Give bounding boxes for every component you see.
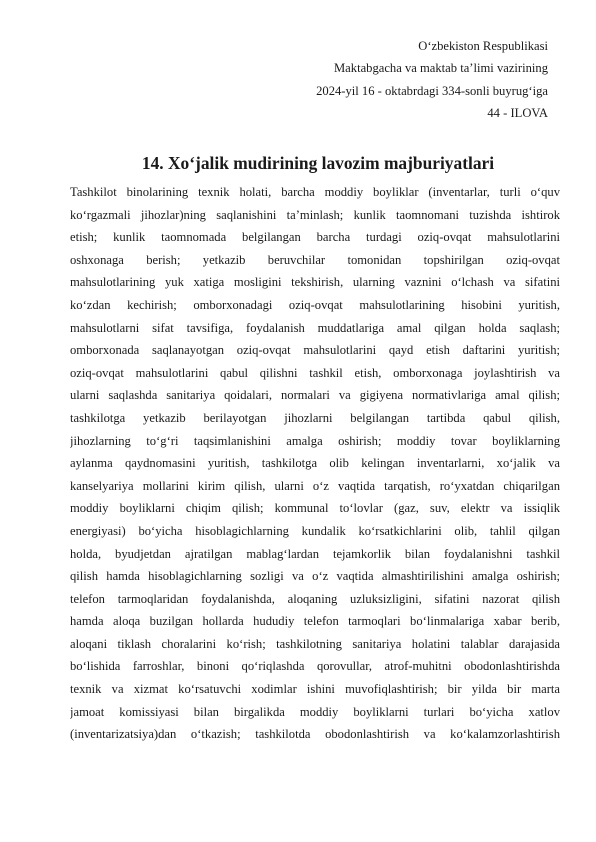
header-republic: O‘zbekiston Respublikasi xyxy=(418,39,548,53)
body-line: aylanma qaydnomasini yuritish, tashkilotga olib kelingan inventarlarni, xo‘jalik va xyxy=(70,456,560,471)
header-appendix-number: 44 - ILOVA xyxy=(487,105,548,120)
body-line: Tashkilot binolarining texnik holati, barcha moddiy boyliklar (inventarlar, turli o‘quv xyxy=(70,185,560,199)
header-ministry: Maktabgacha va maktab ta’limi vazirining xyxy=(333,61,548,76)
body-line: omborxonada saqlanayotgan oziq-ovqat mahsulotlarini qayd etish daftarini yuritish; xyxy=(70,343,560,358)
body-line: ko‘rgazmali jihozlar)ning saqlanishini ta’minlash; kunlik taomnomani tuzishda ishtirok xyxy=(70,207,560,222)
body-line: texnik va xizmat ko‘rsatuvchi xodimlar ishini muvofiqlashtirish; bir yilda bir marta xyxy=(70,682,560,697)
body-line: mahsulotlarni sifat tavsifiga, foydalanish muddatlariga amal qilgan holda saqlash; xyxy=(70,320,560,335)
body-line: mahsulotlarining yuk xatiga mosligini tekshirish, ularning vaznini o‘lchash va sifatini xyxy=(70,275,560,290)
body-line: moddiy boyliklarni chiqim qilish; kommunal to‘lovlar (gaz, suv, elektr va issiqlik xyxy=(70,501,560,516)
body-line: energiyasi) bo‘yicha hisoblagichlarning kundalik ko‘rsatkichlarini olib, tahlil qilgan xyxy=(70,523,560,538)
body-line: jihozlarning to‘g‘ri taqsimlanishini amalga oshirish; moddiy tovar boyliklarning xyxy=(70,433,560,448)
body-line: jamoat komissiyasi bilan birgalikda moddiy boyliklarni turlari bo‘yicha xatlov xyxy=(70,704,560,719)
body-line: oziq-ovqat mahsulotlarini qabul qilishni tashkil etish, omborxonaga joylashtirish va xyxy=(70,365,560,380)
body-line: hamda aloqa buzilgan hollarda hududiy telefon tarmoqlari bo‘linmalariga xabar berib, xyxy=(70,614,560,629)
body-line: kanselyariya mollarini kirim qilish, ularni o‘z vaqtida tarqatish, ro‘yxatdan chiqarilgan xyxy=(70,478,560,493)
body-line: qilish hamda hisoblagichlarning sozligi va o‘z vaqtida almashtirilishini amalga oshirish; xyxy=(70,569,560,584)
body-line: aloqani tiklash choralarini ko‘rish; tashkilotning sanitariya holatini talablar darajasida xyxy=(70,636,560,651)
body-line: ko‘zdan kechirish; omborxonadagi oziq-ovqat mahsulotlarining hisobini yuritish, xyxy=(70,297,560,312)
body-line: (inventarizatsiya)dan o‘tkazish; tashkilotda obodonlashtirish va ko‘kalamzorlashtirish xyxy=(70,727,560,742)
body-paragraph xyxy=(70,181,560,746)
body-line: holda, byudjetdan ajratilgan mablag‘lardan tejamkorlik bilan foydalanishni tashkil xyxy=(70,546,560,561)
document-header xyxy=(316,35,548,124)
body-line: etish; kunlik taomnomada belgilangan barcha turdagi oziq-ovqat mahsulotlarini xyxy=(70,230,560,245)
body-line: tashkilotga yetkazib berilayotgan jihozlarni belgilangan tartibda qabul qilish, xyxy=(70,410,560,425)
body-line: telefon tarmoqlaridan foydalanishda, aloqaning uzluksizligini, sifatini nazorat qilish xyxy=(70,591,560,606)
body-line: ularni saqlashda sanitariya qoidalari, normalari va gigiyena normativlariga amal qilish; xyxy=(70,388,560,403)
section-title: 14. Xo‘jalik mudirining lavozim majburiyatlari xyxy=(141,153,495,173)
body-line: bo‘lishida farroshlar, binoni qo‘riqlashda qorovullar, atrof-muhitni obodonlashtirishda xyxy=(70,659,560,674)
body-line: oshxonaga berish; yetkazib beruvchilar tomonidan topshirilgan oziq-ovqat xyxy=(70,252,560,267)
header-order-date: 2024-yil 16 - oktabrdagi 334-sonli buyrug‘iga xyxy=(316,83,548,98)
